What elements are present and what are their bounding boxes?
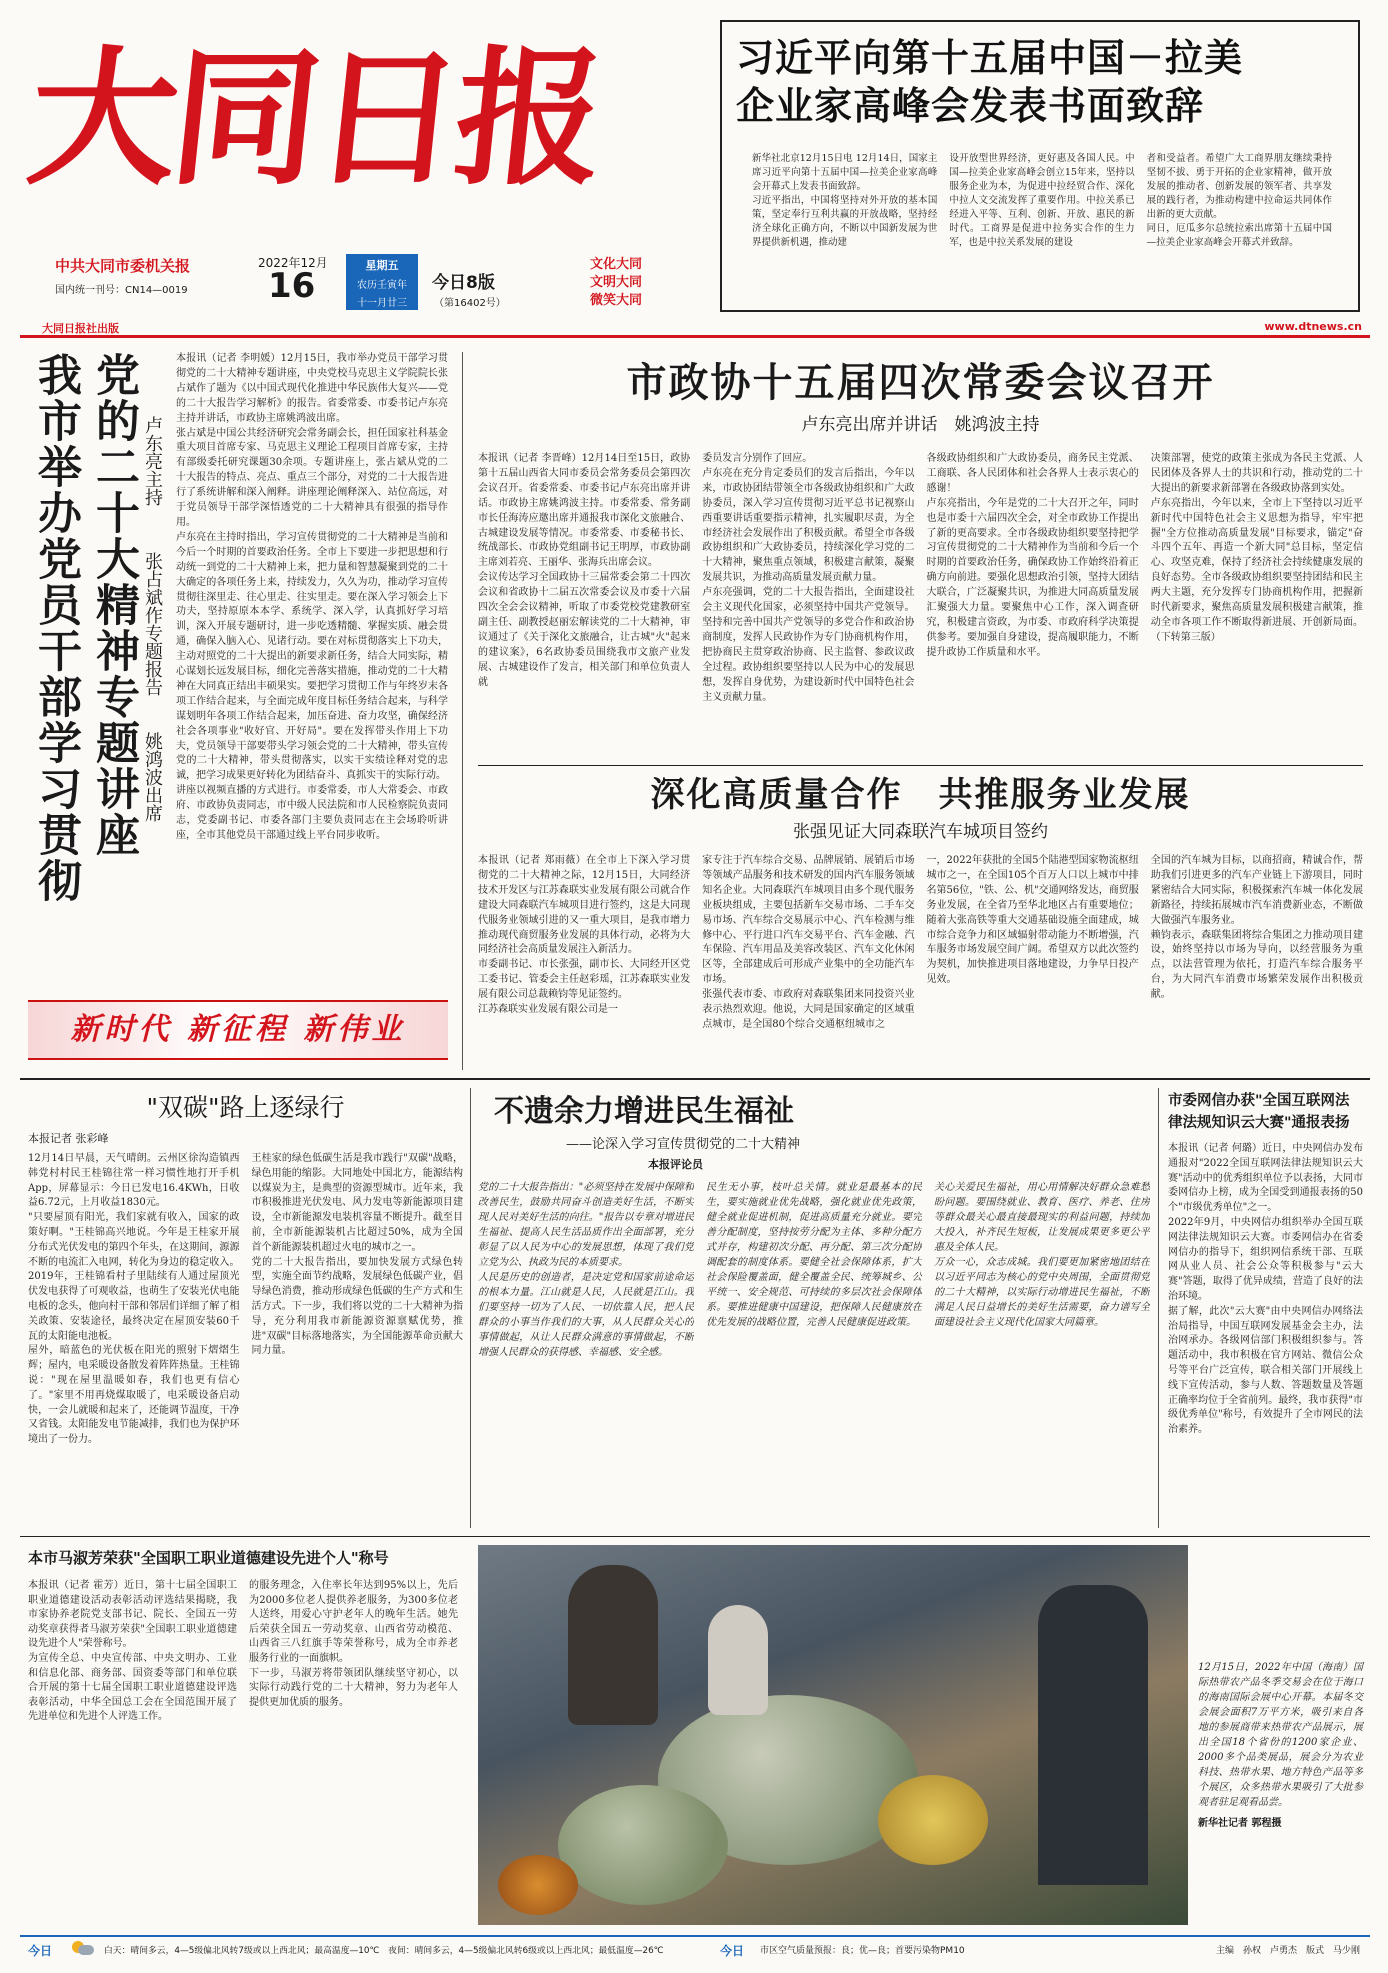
commentary-title: 不遗余力增进民生福祉 [494,1094,794,1129]
commentary-col-2: 民生无小事，枝叶总关情。就业是最基本的民生，要实施就业优先战略，强化就业优先政策，健全就业促进机制，促进高质量充分就业。要完善分配制度，坚持按劳分配为主体、多种分配方式并存，构建初次分配、再分配、第三次分配协调配套的制度体系。要健全社会保障体系，扩大社会保险覆盖面，健全覆盖全民、统筹城乡、公平统一、安全规范、可持续的多层次社会保障体系。要推进健康中国建设，把保障人民健康放在优先发展的战略位置，完善人民健康促进政策。 [706,1182,922,1328]
slogan-3: 微笑大同 [590,293,643,308]
headline-title-1: 习近平向第十五届中国－拉美 [736,36,1244,80]
commentary-col-1: 党的二十大报告指出："必须坚持在发展中保障和改善民生，鼓励共同奋斗创造美好生活，不断实现人民对美好生活的向往。"报告以专章对增进民生福祉、提高人民生活品质作出全面部署，充分彰显了以人民为中心的发展思想，体现了我们党立党为公、执政为民的本质要求。 人民是历史的创造者，是决定党和国家前途命运的根本力量。江山就是人民，人民就是江山。我们要坚持一切为了人民、一切依靠人民，把人民群众的小事当作我们的大事，从人民群众关心的事情做起，从让人民群众满意的事情做起，不断增强人民群众的获得感、幸福感、安全感。 [478,1182,694,1358]
headline-col-2: 设开放型世界经济，更好惠及各国人民。中国—拉美企业家高峰会创立15年来，坚持以服务企业为本，为促进中拉经贸合作、深化中拉人文交流发挥了重要作用。中拉关系已经进入平等、互利、创新、开放、惠民的新时代。工商界是促进中拉务实合作的生力军，也是中拉关系发展的建设 [949,153,1135,248]
slogan-banner-text: 新时代 新征程 新伟业 [70,1012,406,1047]
ma-columns [28,1579,458,1909]
date-year: 2022年12月 [258,256,328,270]
headline-columns [752,152,1332,302]
publisher-name: 大同日报社出版 [42,322,119,335]
weather-text: 白天：晴间多云，4—5级偏北风转7级或以上西北风；最高温度—10℃ 夜间：晴间多云，4—5级偏北风转6级或以上西北风；最低温度—26℃ [104,1946,664,1956]
lead-title-left: 我市举办党员干部学习贯彻 [30,352,81,904]
slogan-2: 文明大同 [590,275,643,290]
slogan-1: 文化大同 [590,257,643,272]
weather-label: 今日 [28,1944,53,1958]
divider [1158,1088,1159,1528]
cyber-body: 本报讯（记者 何璐）近日，中央网信办发布通报对"2022全国互联网法律法规知识云大赛"活动中的优秀组织单位予以表扬，大同市委网信办上榜，成为全国受到通报表扬的50个"市级优秀单位"之一。 2022年9月，中央网信办组织举办全国互联网法律法规知识云大赛。市委网信办在省委网信办的指导下，组织网信系统干部、互联网从业人员、社会公众等积极参与"云大赛"答题，取得了优异成绩，营造了良好的法治环境。 据了解，此次"云大赛"由中央网信办网络法治局指导，中国互联网发展基金会主办，法治网承办。各级网信部门积极组织参与。答题活动中，我市积极在官方网站、微信公众号等平台广泛宣传，联合相关部门开展线上线下宣传活动，参与人数、答题数量及答题正确率均位于全省前列。最终，我市获得"市级优秀单位"称号，有效提升了全市网民的法治素养。 [1168,1143,1363,1436]
shuangtan-col-2: 王桂家的绿色低碳生活是我市践行"双碳"战略，绿色用能的缩影。大同地处中国北方，能源结构以煤炭为主，是典型的资源型城市。近年来，我市积极推进光伏发电、风力发电等新能源项目建设，全市新能源发电装机容量不断提升。截至目前，全市新能源装机占比超过50%，成为全国首个新能源装机超过火电的城市之一。 党的二十大报告指出，要加快发展方式绿色转型，实施全面节约战略，发展绿色低碳产业，倡导绿色消费，推动形成绿色低碳的生产方式和生活方式。下一步，我们将以党的二十大精神为指导，充分利用我市新能源资源禀赋优势，推进"双碳"目标落地落实，为全国能源革命贡献大同力量。 [251,1153,463,1357]
divider [462,352,463,1070]
divider [470,1088,471,1528]
cppcc-col-2: 委员发言分别作了回应。 卢东亮在充分肯定委员们的发言后指出，今年以来，市政协团结带领全市各级政协组织和广大政协委员，深入学习宣传贯彻习近平总书记视察山西重要讲话重要指示精神，扎实履职尽责，为全市经济社会发展作出了积极贡献。希望全市各级政协组织和广大政协委员，持续深化学习党的二十大精神，聚焦重点领域，积极建言献策，凝聚发展共识，为推动高质量发展贡献力量。 卢东亮强调，党的二十大报告指出，全面建设社会主义现代化国家，必须坚持中国共产党领导。坚持和完善中国共产党领导的多党合作和政治协商制度，发挥人民政协作为专门协商机构作用，把协商民主贯穿政治协商、民主监督、参政议政全过程。政协组织要坚持以人民为中心的发展思想，发挥自身优势，为建设新时代中国特色社会主义贡献力量。 [702,453,915,703]
headline-box [720,20,1360,312]
commentary-byline: 本报评论员 [648,1158,703,1171]
headline-title-2: 企业家高峰会发表书面致辞 [736,84,1205,128]
date-day: 16 [268,266,316,306]
cyber-title: 市委网信办获"全国互联网法律法规知识云大赛"通报表扬 [1168,1093,1350,1131]
website[interactable]: www.dtnews.cn [1264,320,1362,333]
cooperation-title: 深化高质量合作 共推服务业发展 [650,775,1191,815]
cppcc-col-3: 各级政协组织和广大政协委员，商务民主党派、工商联、各人民团体和社会各界人士表示衷心的感谢！ 卢东亮指出，今年是党的二十大召开之年，同时也是市委十六届四次全会，对全市政协工作提出了新的更高要求。全市各级政协组织要坚持把学习宣传贯彻党的二十大精神作为当前和今后一个时期的首要政治任务，确保政协工作始终沿着正确方向前进。要强化思想政治引领，坚持大团结大联合，广泛凝聚共识，为推进大同高质量发展汇聚强大力量。要聚焦中心工作，深入调查研究，积极建言资政，为市委、市政府科学决策提供参考。要加强自身建设，提高履职能力，不断提升政协工作质量和水平。 [926,453,1139,658]
cooperation-col-1: 本报讯（记者 郑雨薇）在全市上下深入学习贯彻党的二十大精神之际，12月15日，大同经济技术开发区与江苏森联实业发展有限公司就合作建设大同森联汽车城项目进行签约，这是大同现代服务业领域引进的又一重大项目，是我市增力推动现代商贸服务业发展的具体行动，必将为大同经济社会高质量发展注入新活力。 市委副书记、市长张强，副市长、大同经开区党工委书记、管委会主任赵彩瑶，江苏森联实业发展有限公司总裁赖钧等见证签约。 江苏森联实业发展有限公司是一 [478,855,691,1016]
cooperation-columns [478,854,1363,1064]
lead-body: 本报讯（记者 李明媛）12月15日，我市举办党员干部学习贯彻党的二十大精神专题讲座，中央党校马克思主义学院院长张占斌作了题为《以中国式现代化推进中华民族伟大复兴——党的二十大报告学习解析》的报告。省委常委、市委书记卢东亮主持并讲话，市政协主席姚鸿波出席。 张占斌是中国公共经济研究会常务副会长，担任国家社科基金重大项目首席专家、马克思主义理论工程项目首席专家，主持有部级委托研究课题30余项。专题讲座上，张占斌从党的二十大报告的特点、亮点、重点三个部分，对党的二十大报告进行了系统讲解和深入阐释。讲座理论阐释深入、站位高远，对于党员领导干部学深悟透党的二十大精神具有很强的指导作用。 卢东亮在主持时指出，学习宣传贯彻党的二十大精神是当前和今后一个时期的首要政治任务。全市上下要进一步把思想和行动统一到党的二十大精神上来，把力量和智慧凝聚到党的二十大确定的各项任务上来，持续发力，久久为功，推动学习宣传贯彻往深里走、往心里走、往实里走。要在深入学习领会上下功夫，坚持原原本本学、系统学、深入学，认真抓好学习培训，深入开展专题研讨，进一步吃透精髓、掌握实质、融会贯通，确保入脑入心、见诸行动。要在对标贯彻落实上下功夫，主动对照党的二十大提出的新要求新任务，结合大同实际，精心谋划长远发展目标，细化完善落实措施，推动党的二十大精神在大同真正结出丰硕果实。要把学习贯彻工作与年终岁末各项工作结合起来，与全面完成年度目标任务结合起来，与科学谋划明年各项工作结合起来，加压奋进、奋力攻坚，确保经济社会各项事业"收好官、开好局"。要在发挥带头作用上下功夫，党员领导干部要带头学习领会党的二十大精神，带头宣传党的二十大精神，带头贯彻落实，以实干实绩诠释对党的忠诚，把学习成果更好转化为团结奋斗、真抓实干的实际行动。 讲座以视频直播的方式进行。市委常委，市人大常委会、市政府、市政协负责同志，市中级人民法院和市人民检察院负责同志，党委副书记、市委各部门主要负责同志在主会场聆听讲座，全市其他党员干部通过线上平台同步收听。 [176,353,448,841]
shuangtan-story [28,1090,463,1530]
photo-caption: 12月15日，2022年中国（海南）国际热带农产品冬季交易会在位于海口的海南国际会展中心开幕。本届冬交会展会面积7万平方米，吸引来自各地的参展商带来热带农产品展示，展出全国18个省份的1200家企业、2000多个品类展品，展会分为农业科技、热带水果、地方特色产品等多个展区，众多热带水果吸引了大批参观者驻足观看品尝。 [1198,1662,1363,1808]
ma-col-1: 本报讯（记者 霍芳）近日，第十七届全国职工职业道德建设活动表彰活动评选结果揭晓，我市家协养老院党支部书记、院长、全国五一劳动奖章获得者马淑芳荣获"全国职工职业道德建设先进个人"荣誉称号。 为宣传全总、中央宣传部、中央文明办、工业和信息化部、商务部、国资委等部门和单位联合开展的第十七届全国职工职业道德建设评选表彰活动，中华全国总工会在全国范围开展了先进单位和先进个人评选工作。 [28,1580,237,1723]
shuangtan-col-1: 12月14日早晨，天气晴朗。云州区徐沟造镇西韩党村村民王桂锦往常一样习惯性地打开手机App，屏幕显示：今日已发电16.4KWh，日收益6.72元，上月收益1830元。 "只要屋顶有阳光，我们家就有收入，国家的政策好啊。"王桂锦高兴地说。今年是王桂家开展分布式光伏发电的第四个年头，在这期间，源源不断的电流汇入电网，转化为身边的稳定收入。2019年，王桂锦看村子里陆续有人通过屋顶光伏发电获得了可观收益，也萌生了安装光伏电能电板的念头，他向村干部和邻居们详细了解了相关政策、安装途径，最终决定在屋顶安装60千瓦的太阳能电池板。 屋外，暗蓝色的光伏板在阳光的照射下熠熠生辉；屋内，电采暖设备散发着阵阵热量。王桂锦说："现在屋里温暖如春，我们也更有信心了。"家里不用再烧煤取暖了，电采暖设备启动快，一会儿就暖和起来了，还能调节温度，干净又省钱。太阳能发电节能减排，我们也为保护环境出了一份力。 [28,1153,240,1446]
cooperation-col-2: 家专注于汽车综合交易、品牌展销、展销后市场等领域产品服务和技术研发的国内汽车服务领域知名企业。大同森联汽车城项目由多个现代服务业板块组成，主要包括新车交易市场、二手车交易市场、汽车综合交易展示中心、汽车检测与维修中心、平行进口汽车交易平台、汽车金融、汽车保险、汽车用品及美容改装区、汽车文化休闲区等，全部建成后可形成产业集中的全功能汽车市场。 张强代表市委、市政府对森联集团来同投资兴业表示热烈欢迎。他说，大同是国家确定的区域重点城市，是全国80个综合交通枢纽城市之 [702,855,915,1030]
photo-caption-block [1198,1660,1363,1930]
lead-story [28,352,448,992]
cn-code: 国内统一刊号：CN14—0019 [55,285,188,296]
cooperation-col-3: 一，2022年获批的全国5个陆港型国家物流枢纽城市之一，在全国105个百万人口以上城市中排名第56位，"铁、公、机"交通网络发达，商贸服务业发展，在全省乃至华北地区占有重要地位；随着大张高铁等重大交通基础设施全面建成，城市综合竞争力和区域辐射带动能力不断增强，汽车服务市场发展空间广阔。希望双方以此次签约为契机，加快推进项目落地建设，力争早日投产见效。 [926,855,1139,986]
weekday: 星期五 [365,259,399,272]
footer [20,1935,1370,1961]
lead-sub-1: 卢东亮主持 [142,416,163,506]
slogan-banner [28,1000,448,1060]
air-text: 市区空气质量预报：良；优—良；首要污染物PM10 [760,1946,965,1956]
lunar-day: 十一月廿三 [357,298,407,309]
news-photo [478,1545,1188,1925]
divider [20,1078,1370,1080]
cyber-story [1168,1090,1363,1530]
divider [20,1536,1370,1537]
sponsor-line: 中共大同市委机关报 [55,257,191,275]
weather-icon [72,1941,94,1955]
cppcc-columns [478,452,1363,752]
editors: 主编 孙权 卢勇杰 版式 马少刚 [1215,1946,1360,1956]
issue-number: （第16402号） [434,298,506,309]
masthead [20,18,720,318]
shuangtan-title: "双碳"路上逐绿行 [146,1093,345,1122]
cppcc-col-1: 本报讯（记者 李晋峰）12月14日至15日，政协第十五届山西省大同市委员会常务委员会第四次会议召开。省委常委、市委书记卢东亮出席并讲话。市政协主席姚鸿波主持。市委常委、常务副市长任海涛应邀出席并通报我市深化文旅融合、古城建设发展等情况。市委常委、市委秘书长、统战部长、市政协党组副书记王明厚，市政协副主席刘若亮、王丽华、张海兵出席会议。 会议传达学习全国政协十三届常委会第二十四次会议和省政协十二届五次常委会议及市委十六届四次全会会议精神，听取了市委党校党建教研室副主任、副教授赵丽宏解读党的二十大精神，审议通过了《关于深化文旅融合，让古城"火"起来的建议案》，6名政协委员围绕我市文旅产业发展、古城建设作了发言，相关部门和单位负责人就 [478,453,691,688]
ma-title: 本市马淑芳荣获"全国职工职业道德建设先进个人"称号 [28,1549,389,1567]
commentary-columns [478,1180,1150,1520]
shuangtan-byline: 本报记者 张彩峰 [28,1132,109,1145]
date-box [346,254,418,310]
cppcc-subtitle: 卢东亮出席并讲话 姚鸿波主持 [801,415,1040,435]
slogan-list [590,256,642,310]
newspaper-logo: 大同日报 [20,31,608,205]
cooperation-story [478,772,1363,1072]
lunar-year: 农历壬寅年 [357,280,407,291]
publisher-band [20,320,1370,338]
cppcc-col-4: 决策部署，使党的政策主张成为各民主党派、人民团体及各界人士的共识和行动，推动党的二十大提出的新要求新部署在各级政协落到实处。 卢东亮指出，今年以来，全市上下坚持以习近平新时代中国特色社会主义思想为指导，牢牢把握"全方位推动高质量发展"目标要求，锚定"奋斗四个五年、再造一个新大同"总目标，坚定信心、攻坚克难，保持了经济社会持续健康发展的良好态势。全市各级政协组织要坚持团结和民主两大主题，充分发挥专门协商机构作用，把握新时代新要求，聚焦高质量发展积极建言献策，推动全市各项工作不断取得新进展、开创新局面。（下转第三版） [1150,453,1363,643]
shuangtan-columns [28,1152,463,1522]
commentary [478,1090,1150,1530]
headline-col-1: 新华社北京12月15日电 12月14日，国家主席习近平向第十五届中国—拉美企业家高峰会开幕式上发表书面致辞。 习近平指出，中国将坚持对外开放的基本国策，坚定奉行互利共赢的开放战略，坚持经济全球化正确方向，不断以中国新发展为世界提供新机遇，推动建 [752,153,938,248]
cppcc-title: 市政协十五届四次常委会议召开 [626,360,1215,406]
page-count: 今日8版 [432,273,495,293]
air-label: 今日 [720,1944,745,1958]
ma-col-2: 的服务理念，入住率长年达到95%以上，先后为2000多位老人提供养老服务，为300多位老人送终，用爱心守护老年人的晚年生活。她先后荣获全国五一劳动奖章、山西省劳动模范、山西省三八红旗手等荣誉称号，成为全市养老服务行业的一面旗帜。 下一步，马淑芳将带领团队继续坚守初心，以实际行动践行党的二十大精神，努力为老年人提供更加优质的服务。 [249,1580,458,1708]
lead-title-right: 党的二十大精神专题讲座 [88,352,139,858]
lead-sub-2: 张占斌作专题报告 [142,552,163,696]
commentary-col-3: 关心关爱民生福祉，用心用情解决好群众急难愁盼问题。要围绕就业、教育、医疗、养老、住房等群众最关心最直接最现实的利益问题，持续加大投入，补齐民生短板，让发展成果更多更公平惠及全体人民。 万众一心，众志成城。我们要更加紧密地团结在以习近平同志为核心的党中央周围，全面贯彻党的二十大精神，以实际行动增进民生福祉，不断满足人民日益增长的美好生活需要，奋力谱写全面建设社会主义现代化国家大同篇章。 [934,1182,1150,1328]
commentary-subtitle: ——论深入学习宣传贯彻党的二十大精神 [566,1137,801,1152]
headline-col-3: 者和受益者。希望广大工商界朋友继续秉持坚韧不拔、勇于开拓的企业家精神，做开放发展的推动者、创新发展的领军者、共享发展的践行者，为推动构建中拉命运共同体作出新的更大贡献。 同日，厄瓜多尔总统拉索出席第十五届中国—拉美企业家高峰会开幕式并致辞。 [1146,153,1332,248]
ma-story [28,1545,458,1930]
lead-sub-3: 姚鸿波出席 [142,732,163,822]
cooperation-col-4: 全国的汽车城为目标，以商招商，精诚合作，帮助我们引进更多的汽车产业链上下游项目，同时紧密结合大同实际，积极探索汽车城一体化发展新路径，持续拓展城市汽车消费新业态，不断做大做强汽车服务业。 赖钧表示，森联集团将综合集团之力推动项目建设，始终坚持以市场为导向，以经营服务为重点，以法营管理为依托，打造汽车综合服务平台，为大同汽车消费市场繁荣发展作出积极贡献。 [1150,855,1363,1001]
cooperation-subtitle: 张强见证大同森联汽车城项目签约 [793,822,1048,842]
photo-credit: 新华社记者 郭程摄 [1198,1818,1282,1829]
cppcc-story [478,352,1363,772]
divider [478,765,1363,766]
